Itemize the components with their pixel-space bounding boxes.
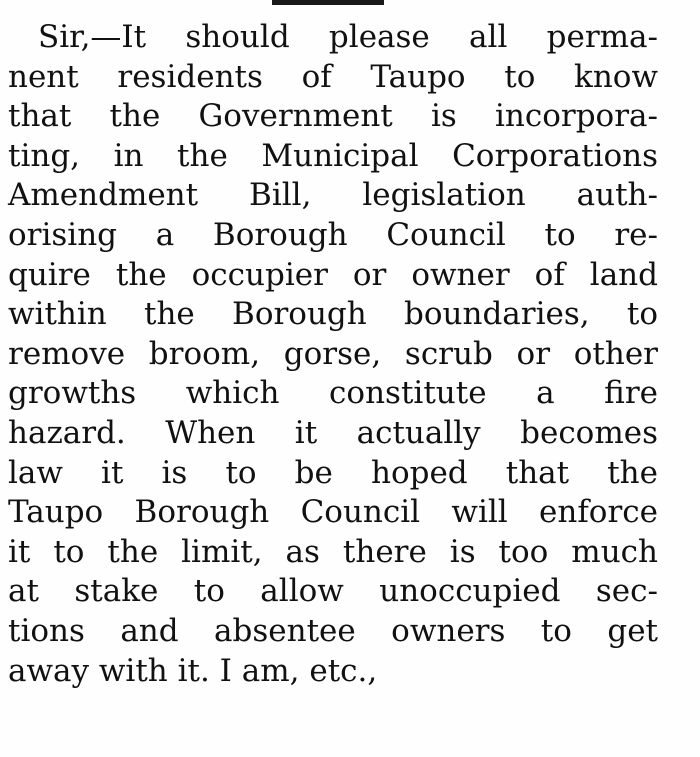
letter-line: that the Government is incorpora- bbox=[8, 98, 658, 135]
letter-line: within the Borough boundaries, to bbox=[8, 296, 658, 333]
letter-line: quire the occupier or owner of land bbox=[8, 256, 658, 293]
letter-line: orising a Borough Council to re- bbox=[8, 216, 658, 253]
letter-line: ting, in the Municipal Corporations bbox=[8, 137, 658, 174]
letter-line: law it is to be hoped that the bbox=[8, 454, 658, 491]
letter-line: tions and absentee owners to get bbox=[8, 612, 658, 649]
letter-line: growths which constitute a fire bbox=[8, 375, 658, 412]
letter-line: Amendment Bill, legislation auth- bbox=[8, 177, 658, 214]
letter-line: Sir,—It should please all perma- bbox=[38, 19, 658, 55]
header-rule-fragment bbox=[272, 0, 384, 5]
letter-line: remove broom, gorse, scrub or other bbox=[8, 335, 658, 372]
letter-line: nent residents of Taupo to know bbox=[8, 58, 658, 95]
letter-line: at stake to allow unoccupied sec- bbox=[8, 573, 658, 610]
letter-line-signoff: away with it. I am, etc., bbox=[8, 652, 378, 689]
letter-line: hazard. When it actually becomes bbox=[8, 414, 658, 451]
letter-line: it to the limit, as there is too much bbox=[8, 533, 658, 570]
letter-line: Taupo Borough Council will enforce bbox=[8, 494, 658, 531]
letter-body bbox=[8, 18, 658, 691]
